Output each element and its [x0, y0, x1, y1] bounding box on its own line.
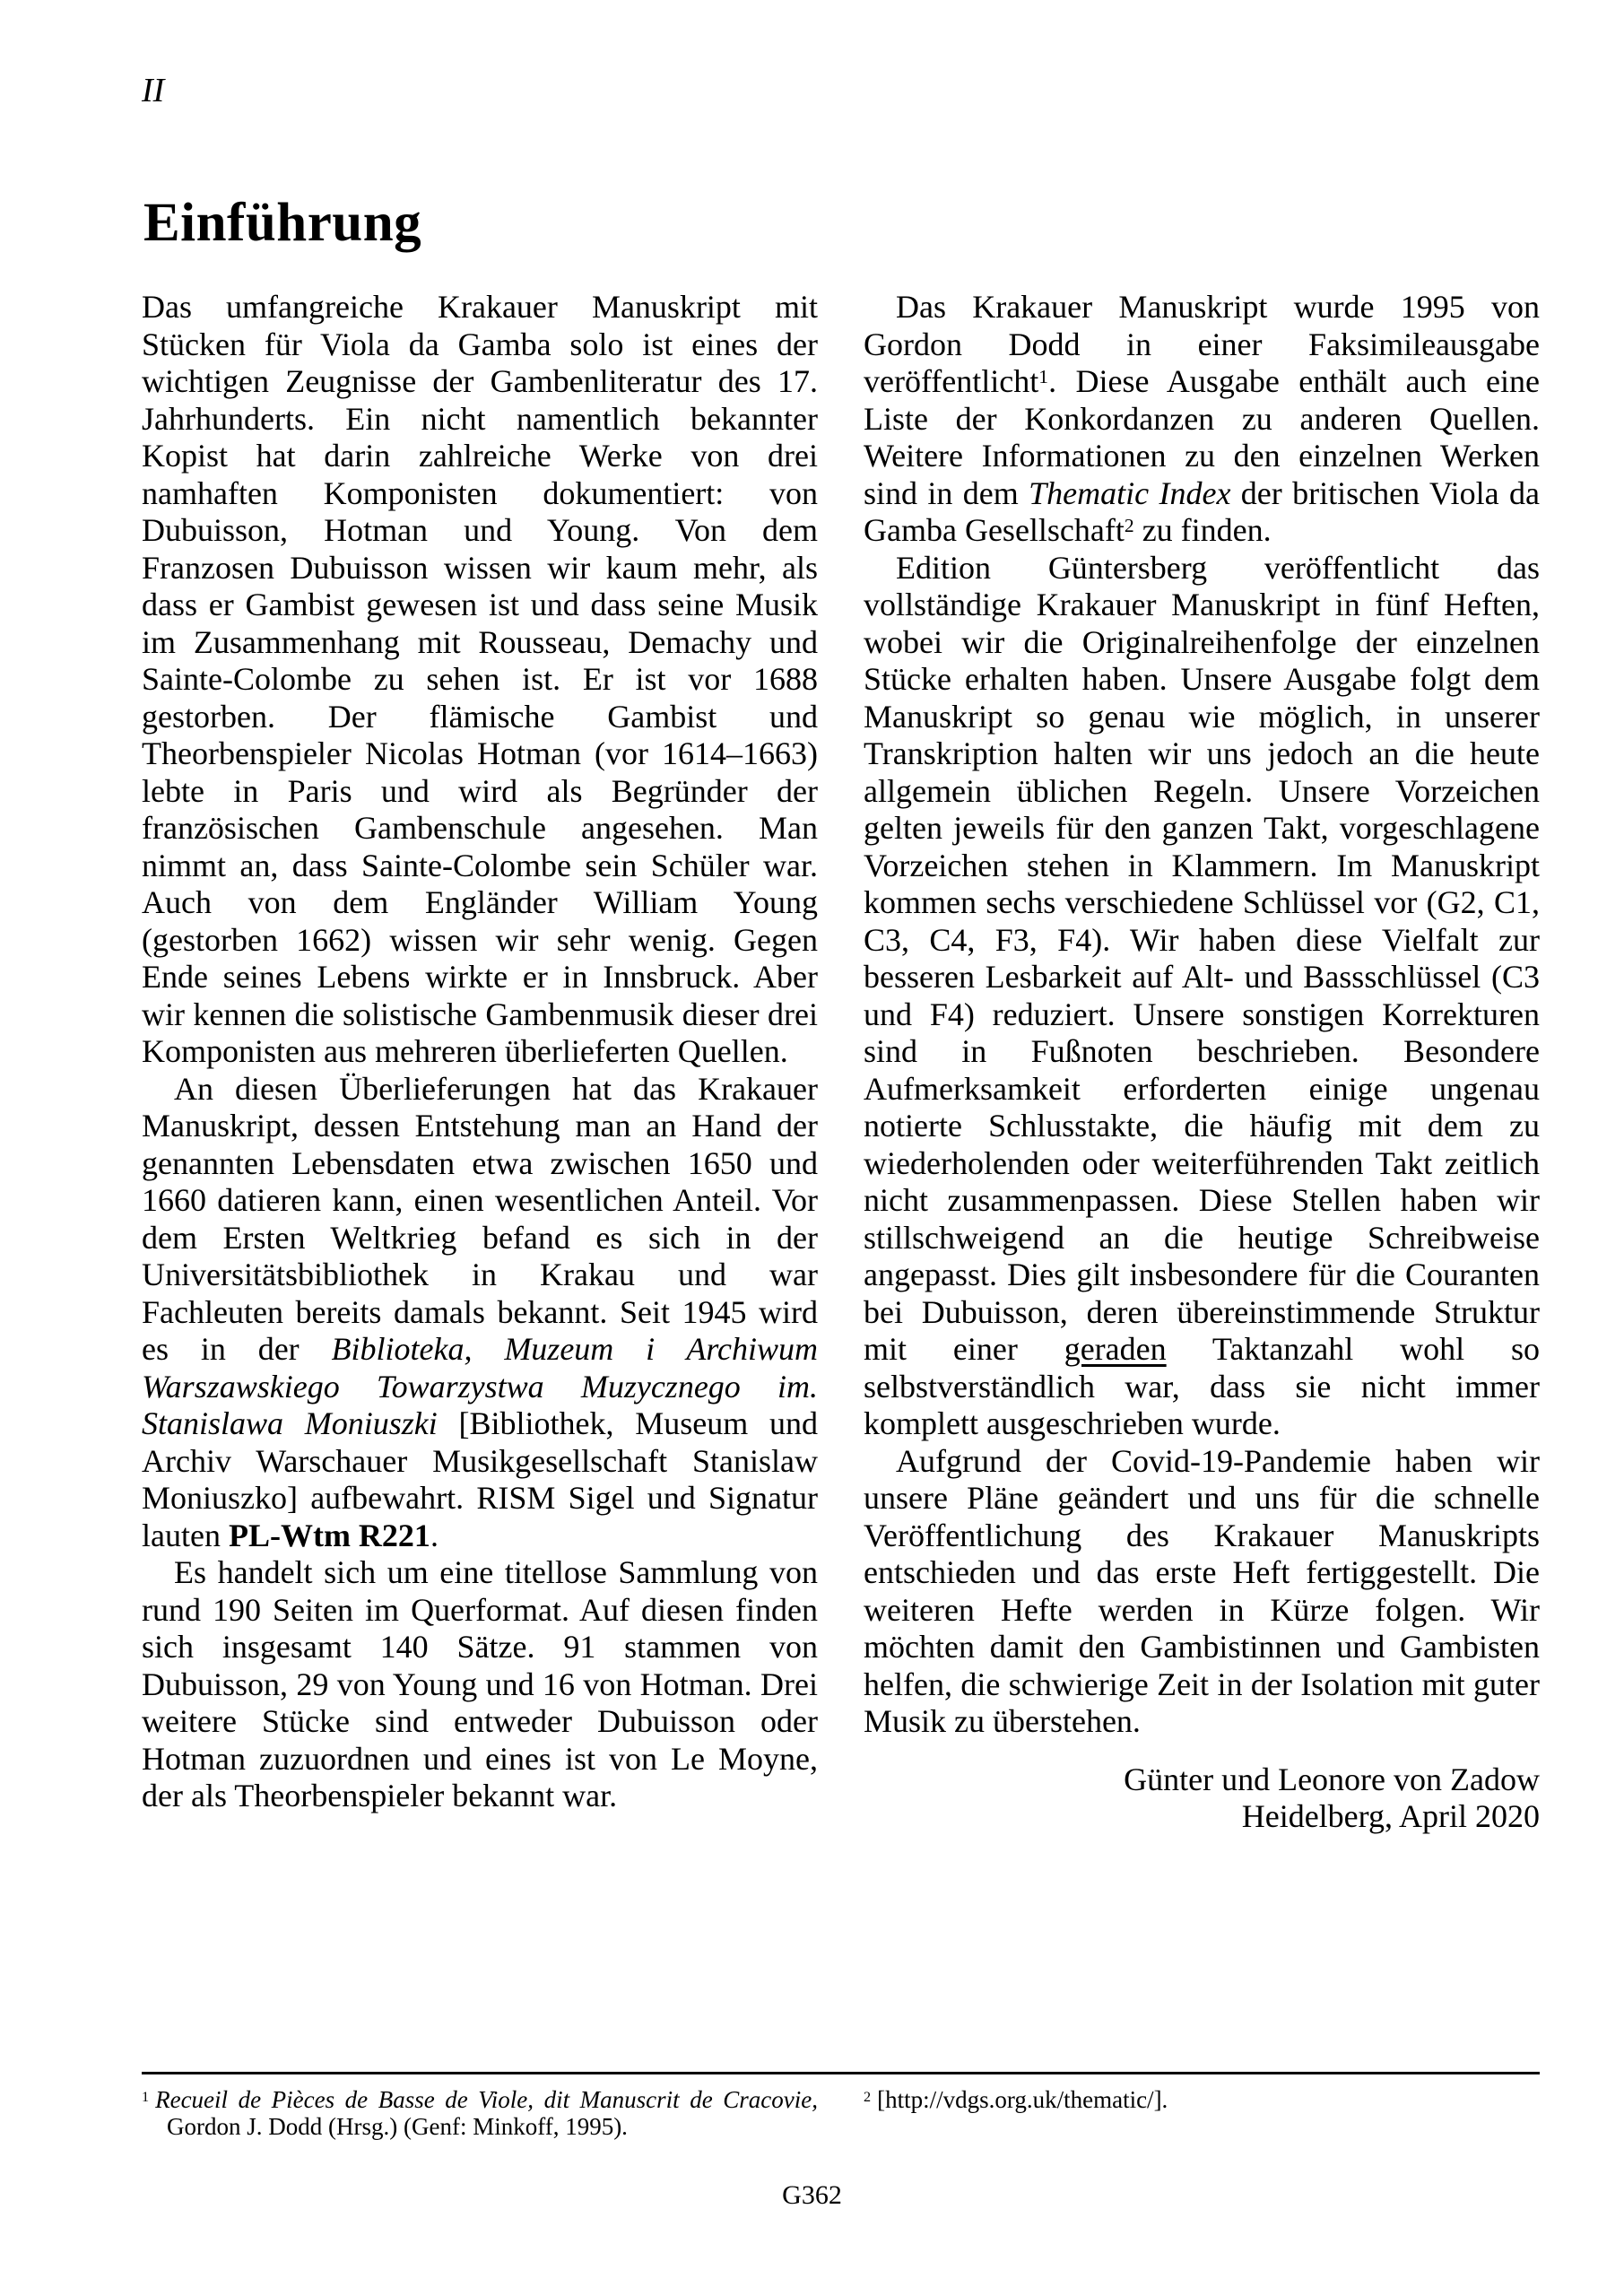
paragraph-contents: [142, 1554, 818, 1815]
paragraph-edition-notes: [864, 550, 1540, 1443]
page-title: Einführung: [143, 193, 422, 253]
text-segment: Taktanzahl wohl so selbstverständlich war, dass sie nicht immer komplett ausgeschrieben wurde.: [864, 1331, 1541, 1441]
text-segment-sup: 1: [1038, 366, 1049, 388]
footnote-separator-rule: [142, 2072, 1540, 2074]
text-segment: Gordon J. Dodd (Hrsg.) (Genf: Minkoff, 1995).: [167, 2113, 628, 2140]
text-segment: [http://vdgs.org.uk/thematic/].: [877, 2086, 1168, 2113]
signature-place-date: Heidelberg, April 2020: [1241, 1798, 1540, 1834]
text-segment-italic: Biblioteka, Muzeum i Archiwum Warszawskiego Towarzystwa Muzycznego im. Stanislawa Moniuszki: [142, 1331, 818, 1441]
text-segment: Das Krakauer Manuskript wurde 1995 von Gordon Dodd in einer Faksimileausgabe veröffentlicht: [864, 289, 1540, 399]
footnote-2-text: [864, 2086, 1540, 2113]
text-segment-italic: Recueil de Pièces de Basse de Viole, dit Manuscrit de Cracovie,: [155, 2086, 818, 2113]
catalog-number: G362: [782, 2180, 842, 2210]
text-segment: An diesen Überlieferungen hat das Krakauer Manuskript, dessen Entstehung man an Hand der genannten Lebensdaten etwa zwischen 1650 und 1660 datieren kann, einen wesentlichen Anteil. Vor dem Ersten Weltkrieg befand es sich in der Universitätsbibliothek in Krakau und war Fachleuten bereits damals bekannt. Seit 1945 wird es in der: [142, 1070, 818, 1367]
text-segment: der britischen Viola da Gamba Gesellschaft: [864, 474, 1541, 548]
footnote-1: [142, 2086, 818, 2140]
footnote-1-marker: 1: [142, 2088, 150, 2105]
text-segment: . Diese Ausgabe enthält auch eine Liste der Konkordanzen zu anderen Quellen. Weitere Informationen zu den einzelnen Werken sind in dem: [864, 363, 1540, 511]
right-column: [864, 289, 1540, 1836]
text-segment-bold: PL-Wtm R221: [228, 1517, 430, 1553]
signature-block: [864, 1761, 1540, 1836]
paragraph-provenance: [142, 1071, 818, 1555]
text-segment: Das umfangreiche Krakauer Manuskript mit Stücken für Viola da Gamba solo ist eines der wichtigen Zeugnisse der Gambenliteratur des 17. Jahrhunderts. Ein nicht namentlich bekannter Kopist hat darin zahlreiche Werke von drei namhaften Komponisten dokumentiert: von Dubuisson, Hotman und Young. Von dem Franzosen Dubuisson wissen wir kaum mehr, als dass er Gambist gewesen ist und dass seine Musik im Zusammenhang mit Rousseau, Demachy und Sainte-Colombe zu sehen ist. Er ist vor 1688 gestorben. Der flämische Gambist und Theorbenspieler Nicolas Hotman (vor 1614–1663) lebte in Paris und wird als Begründer der französischen Gambenschule angesehen. Man nimmt an, dass Sainte-Colombe sein Schüler war. Auch von dem Engländer William Young (gestorben 1662) wissen wir sehr wenig. Gegen Ende seines Lebens wirkte er in Innsbruck. Aber wir kennen die solistische Gambenmusik dieser drei Komponisten aus mehreren überlieferten Quellen.: [142, 289, 818, 1069]
footnote-2-marker: 2: [864, 2088, 872, 2105]
footnote-1-body: [155, 2086, 818, 2140]
text-segment: .: [430, 1517, 439, 1553]
text-segment: zu finden.: [1133, 512, 1272, 548]
text-segment: Aufgrund der Covid-19-Pandemie haben wir unsere Pläne geändert und uns für die schnelle Veröffentlichung des Krakauer Manuskripts entschieden und das erste Heft fertiggestellt. Die weiteren Hefte werden in Kürze folgen. Wir möchten damit den Gambistinnen und Gambisten helfen, die schwierige Zeit in der Isolation mit guter Musik zu überstehen.: [864, 1442, 1540, 1739]
text-segment: Es handelt sich um eine titellose Sammlung von rund 190 Seiten im Querformat. Auf diesen finden sich insgesamt 140 Sätze. 91 stammen von Dubuisson, 29 von Young und 16 von Hotman. Drei weitere Stücke sind entweder Dubuisson oder Hotman zuzuordnen und eines ist von Le Moyne, der als Theorbenspieler bekannt war.: [142, 1554, 818, 1813]
signature-authors: Günter und Leonore von Zadow: [1124, 1761, 1540, 1797]
text-segment-sup: 2: [1124, 515, 1134, 537]
paragraph-covid: [864, 1443, 1540, 1741]
footnotes-area: [142, 2086, 1540, 2140]
text-columns: [142, 289, 1540, 1836]
footnote-2: [864, 2086, 1540, 2140]
text-segment-underline: geraden: [1064, 1331, 1167, 1367]
text-segment: [Bibliothek, Museum und Archiv Warschauer Musikgesellschaft Stanislaw Moniuszko] aufbewahrt. RISM Sigel und Signatur lauten: [142, 1405, 818, 1553]
text-segment: Edition Güntersberg veröffentlicht das vollständige Krakauer Manuskript in fünf Heften, wobei wir die Originalreihenfolge der einzelnen Stücke erhalten haben. Unsere Ausgabe folgt dem Manuskript so genau wie möglich, in unserer Transkription halten wir uns jedoch an die heute allgemein üblichen Regeln. Unsere Vorzeichen gelten jeweils für den ganzen Takt, vorgeschlagene Vorzeichen stehen in Klammern. Im Manuskript kommen sechs verschiedene Schlüssel vor (G2, C1, C3, C4, F3, F4). Wir haben diese Vielfalt zur besseren Lesbarkeit auf Alt- und Bassschlüssel (C3 und F4) reduziert. Unsere sonstigen Korrekturen sind in Fußnoten beschrieben. Besondere Aufmerksamkeit erforderten einige ungenau notierte Schlusstakte, die häufig mit dem zu wiederholenden oder weiterführenden Takt zeitlich nicht zusammenpassen. Diese Stellen haben wir stillschweigend an die heutige Schreibweise angepasst. Dies gilt insbesondere für die Couranten bei Dubuisson, deren übereinstimmende Struktur mit einer: [864, 549, 1540, 1367]
paragraph-facsimile: [864, 289, 1540, 550]
footnote-1-text: [142, 2086, 818, 2140]
footnote-2-body: [877, 2086, 1168, 2113]
text-segment-italic: Thematic Index: [1029, 474, 1231, 511]
paragraph-intro-manuscript: [142, 289, 818, 1071]
left-column: [142, 289, 818, 1836]
page-number: II: [142, 72, 165, 109]
